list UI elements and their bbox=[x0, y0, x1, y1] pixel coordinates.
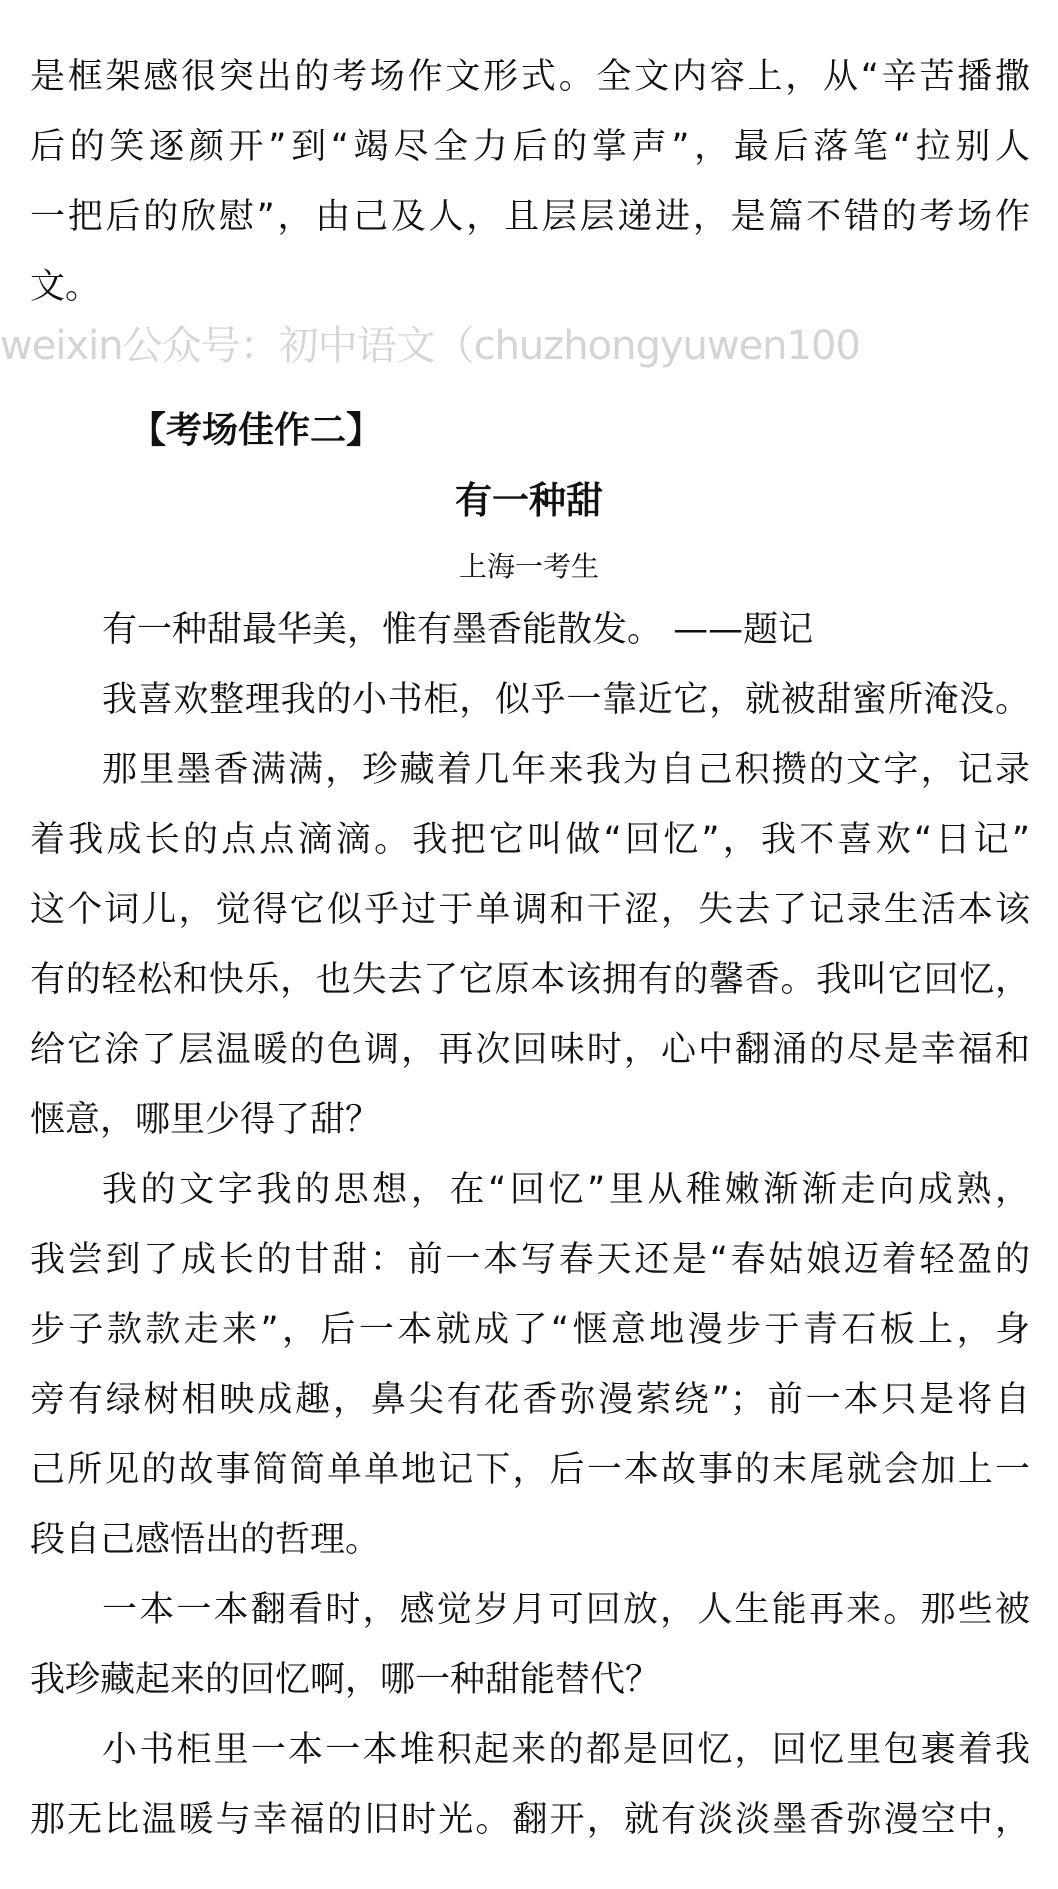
body-line: 旁有绿树相映成趣，鼻尖有花香弥漫萦绕”；前一本只是将自 bbox=[30, 1380, 1030, 1420]
body-line: 我珍藏起来的回忆啊，哪一种甜能替代？ bbox=[30, 1660, 661, 1700]
body-line: 己所见的故事简简单单地记下，后一本故事的末尾就会加上一 bbox=[30, 1450, 1030, 1490]
body-line: 给它涂了层温暖的色调，再次回味时，心中翻涌的尽是幸福和 bbox=[30, 1030, 1030, 1070]
section-heading: 【考场佳作二】 bbox=[130, 410, 383, 451]
body-line: 这个词儿，觉得它似乎过于单调和干涩，失去了记录生活本该 bbox=[30, 890, 1030, 930]
body-line: 那里墨香满满，珍藏着几年来我为自己积攒的文字，记录 bbox=[102, 750, 1030, 790]
body-line: 段自己感悟出的哲理。 bbox=[30, 1520, 381, 1560]
body-line: 小书柜里一本一本堆积起来的都是回忆，回忆里包裹着我 bbox=[102, 1730, 1030, 1770]
watermark: weixin公众号：初中语文（chuzhongyuwen100 bbox=[0, 323, 860, 369]
body-line: 步子款款走来”，后一本就成了“惬意地漫步于青石板上，身 bbox=[30, 1310, 1030, 1350]
intro-line: 是框架感很突出的考场作文形式。全文内容上，从“辛苦播撒 bbox=[30, 57, 1030, 97]
intro-line: 后的笑逐颜开”到“竭尽全力后的掌声”，最后落笔“拉别人 bbox=[30, 127, 1030, 167]
body-line: 惬意，哪里少得了甜？ bbox=[30, 1100, 381, 1140]
body-line: 着我成长的点点滴滴。我把它叫做“回忆”，我不喜欢“日记” bbox=[30, 820, 1030, 860]
body-line: 有的轻松和快乐，也失去了它原本该拥有的馨香。我叫它回忆， bbox=[30, 960, 1030, 1000]
body-line: 一本一本翻看时，感觉岁月可回放，人生能再来。那些被 bbox=[102, 1590, 1030, 1630]
body-line: 我尝到了成长的甘甜：前一本写春天还是“春姑娘迈着轻盈的 bbox=[30, 1240, 1030, 1280]
essay-title: 有一种甜 bbox=[455, 479, 603, 522]
body-line: 那无比温暖与幸福的旧时光。翻开，就有淡淡墨香弥漫空中， bbox=[30, 1800, 1030, 1840]
body-line: 我喜欢整理我的小书柜，似乎一靠近它，就被甜蜜所淹没。 bbox=[102, 680, 1030, 720]
body-line: 有一种甜最华美，惟有墨香能散发。 ——题记 bbox=[102, 610, 814, 650]
intro-line: 文。 bbox=[30, 267, 101, 307]
intro-line: 一把后的欣慰”，由己及人，且层层递进，是篇不错的考场作 bbox=[30, 197, 1030, 237]
essay-author: 上海一考生 bbox=[458, 550, 599, 583]
body-line: 我的文字我的思想，在“回忆”里从稚嫩渐渐走向成熟， bbox=[102, 1170, 1030, 1210]
